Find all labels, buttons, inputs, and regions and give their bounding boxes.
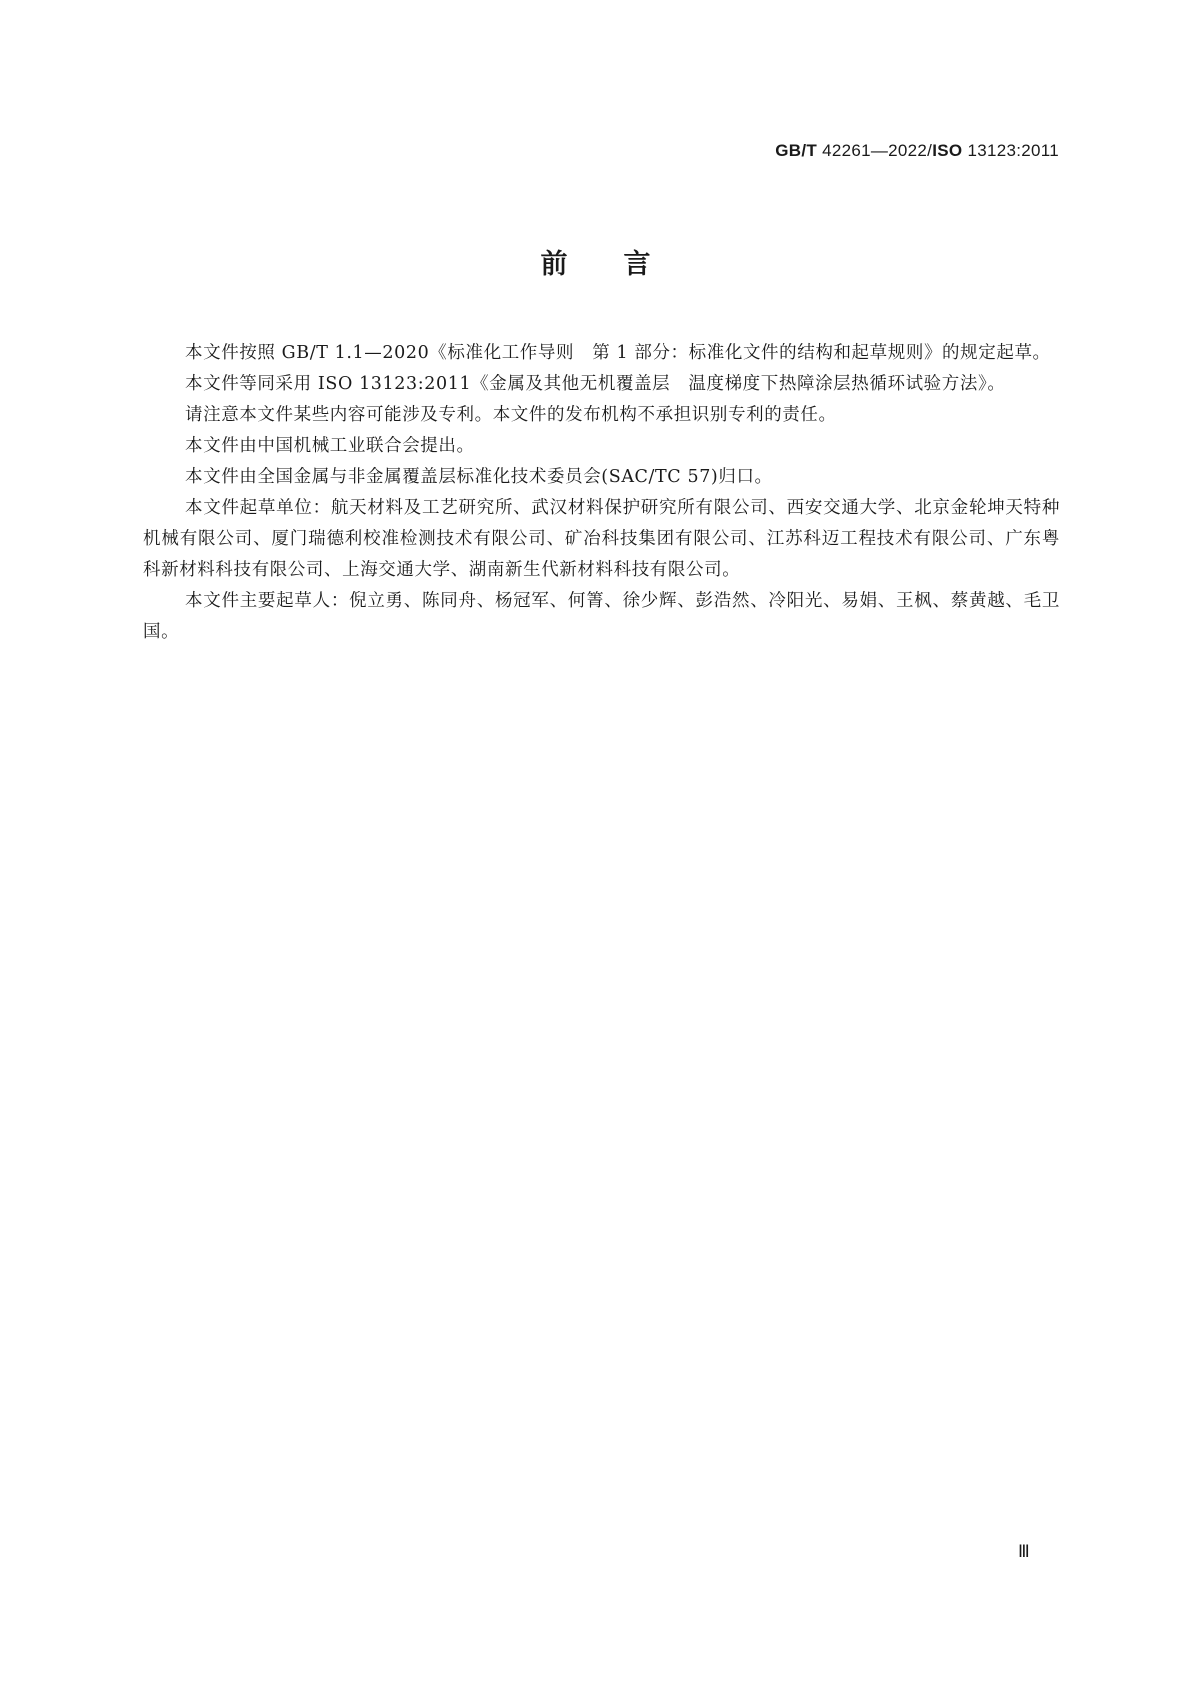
- paragraph-committee: 本文件由全国金属与非金属覆盖层标准化技术委员会(SAC/TC 57)归口。: [185, 467, 773, 487]
- paragraph-drafters: 本文件主要起草人：倪立勇、陈同舟、杨冠军、何箐、徐少辉、彭浩然、冷阳光、易娟、王枫、蔡黄越、毛卫国。: [143, 591, 1060, 642]
- standard-number: [775, 141, 1059, 161]
- paragraph-drafting-units: 本文件起草单位：航天材料及工艺研究所、武汉材料保护研究所有限公司、西安交通大学、北京金轮坤天特种机械有限公司、厦门瑞德利校准检测技术有限公司、矿冶科技集团有限公司、江苏科迈工程技术有限公司、广东粤科新材料科技有限公司、上海交通大学、湖南新生代新材料科技有限公司。: [143, 498, 1060, 580]
- paragraph-proposer: 本文件由中国机械工业联合会提出。: [185, 436, 475, 456]
- iso-number-text: 13123:2011: [967, 141, 1059, 160]
- paragraph-drafting-rules: 本文件按照 GB/T 1.1—2020《标准化工作导则 第 1 部分：标准化文件的结构和起草规则》的规定起草。: [185, 343, 1051, 363]
- foreword-body: [143, 338, 1060, 648]
- std-prefix: GB/T: [775, 141, 818, 160]
- page-number: Ⅲ: [1018, 1542, 1030, 1561]
- std-number-text: 42261—2022/: [822, 141, 933, 160]
- page-title: 前言: [540, 249, 707, 280]
- paragraph-iso-adoption: 本文件等同采用 ISO 13123:2011《金属及其他无机覆盖层 温度梯度下热障涂层热循环试验方法》。: [185, 374, 1006, 394]
- iso-prefix: ISO: [932, 141, 963, 160]
- paragraph-patent-notice: 请注意本文件某些内容可能涉及专利。本文件的发布机构不承担识别专利的责任。: [185, 405, 837, 425]
